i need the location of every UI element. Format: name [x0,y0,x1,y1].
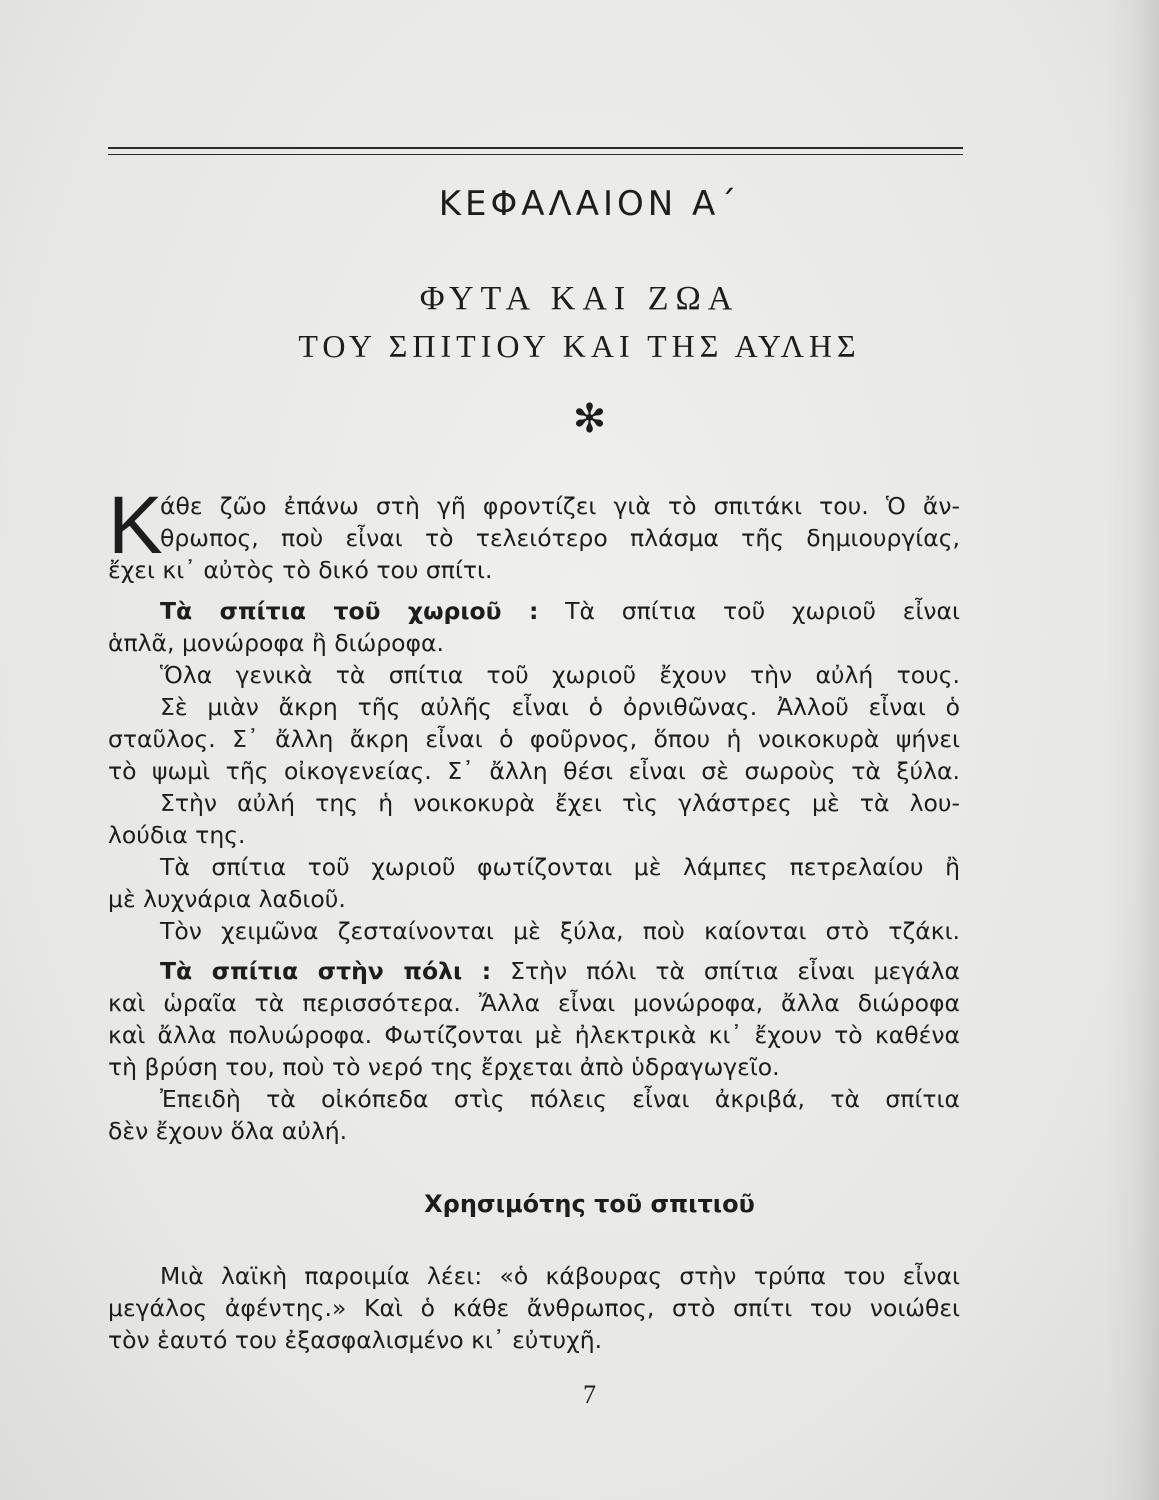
text-line: τὴ βρύση του, ποὺ τὸ νερό της ἔρχεται ἀπὸ ὑδραγωγεῖο. [108,1053,780,1081]
text-line: τὸν ἑαυτό του ἐξασφαλισμένο κι᾿ εὐτυχῆ. [108,1326,603,1354]
intro-paragraph [108,490,960,586]
text-line: άθε ζῶο ἐπάνω στὴ γῆ φροντίζει γιὰ τὸ σπιτάκι του. Ὁ ἄν- [160,492,960,520]
page-number: 7 [583,1380,596,1409]
header-rule-thin [108,154,963,155]
text-line: τὸ ψωμὶ τῆς οἰκογενείας. Σ᾿ ἄλλη θέσι εἶναι σὲ σωροὺς τὰ ξύλα. [108,757,960,785]
text-line: ἁπλᾶ, μονώροφα ἢ διώροφα. [108,629,444,657]
text-line: Ὅλα γενικὰ τὰ σπίτια τοῦ χωριοῦ ἔχουν τὴν αὐλή τους. [160,661,960,689]
text-line: μεγάλος ἀφέντης.» Καὶ ὁ κάθε ἄνθρωπος, στὸ σπίτι του νοιώθει [108,1294,960,1322]
text-line: λούδια της. [108,821,246,849]
drop-cap: Κ [108,480,163,571]
text-line: θρωπος, ποὺ εἶναι τὸ τελειότερο πλάσμα τῆς δημιουργίας, [160,524,960,552]
text-line: ἔχει κι᾿ αὐτὸς τὸ δικό του σπίτι. [108,556,493,584]
text-line: δὲν ἔχουν ὅλα αὐλή. [108,1117,348,1145]
text-run: Τὰ σπίτια τοῦ χωριοῦ εἶναι [565,597,960,625]
text-line: Σὲ μιὰν ἄκρη τῆς αὐλῆς εἶναι ὁ ὀρνιθῶνας. Ἀλλοῦ εἶναι ὁ [160,693,960,721]
text-line: καὶ ἄλλα πολυώροφα. Φωτίζονται μὲ ἠλεκτρικὰ κι᾿ ἔχουν τὸ καθένα [108,1021,960,1049]
section-heading-city: Τὰ σπίτια στὴν πόλι : [160,957,492,985]
section-heading-village: Τὰ σπίτια τοῦ χωριοῦ : [160,597,539,625]
text-line: καὶ ὡραῖα τὰ περισσότερα. Ἄλλα εἶναι μονώροφα, ἄλλα διώροφα [108,989,960,1017]
text-line: σταῦλος. Σ᾿ ἄλλη ἄκρη εἶναι ὁ φοῦρνος, ὅπου ἡ νοικοκυρὰ ψήνει [108,725,960,753]
text-line: Ἐπειδὴ τὰ οἰκόπεδα στὶς πόλεις εἶναι ἀκριβά, τὰ σπίτια [160,1085,960,1113]
section-city [108,955,960,1147]
text-run: Στὴν πόλι τὰ σπίτια εἶναι μεγάλα [510,957,960,985]
chapter-heading: ΚΕΦΑΛΑΙΟΝ Α΄ [438,184,741,224]
chapter-title-line-2: ΤΟΥ ΣΠΙΤΙΟΥ ΚΑΙ ΤΗΣ ΑΥΛΗΣ [298,328,861,364]
subheading-usefulness: Χρησιμότης τοῦ σπιτιοῦ [424,1190,755,1218]
text-line: Στὴν αὐλή της ἡ νοικοκυρὰ ἔχει τὶς γλάστρες μὲ τὰ λου- [160,789,960,817]
text-line: μὲ λυχνάρια λαδιοῦ. [108,885,346,913]
ornament-asterisk-icon: ✻ [572,396,607,442]
page-edge-shadow [1105,0,1159,1500]
section-first-line [108,595,960,627]
section-first-line [108,955,960,987]
chapter-title-line-1: ΦΥΤΑ ΚΑΙ ΖΩΑ [419,280,740,317]
header-rule-thick [108,147,963,149]
text-line: Τὰ σπίτια τοῦ χωριοῦ φωτίζονται μὲ λάμπες πετρελαίου ἢ [160,853,960,881]
text-line: Τὸν χειμῶνα ζεσταίνονται μὲ ξύλα, ποὺ καίονται στὸ τζάκι. [160,917,960,945]
text-line: Μιὰ λαϊκὴ παροιμία λέει: «ὁ κάβουρας στὴν τρύπα του εἶναι [160,1262,960,1290]
closing-paragraph [108,1260,960,1356]
section-village [108,595,960,947]
